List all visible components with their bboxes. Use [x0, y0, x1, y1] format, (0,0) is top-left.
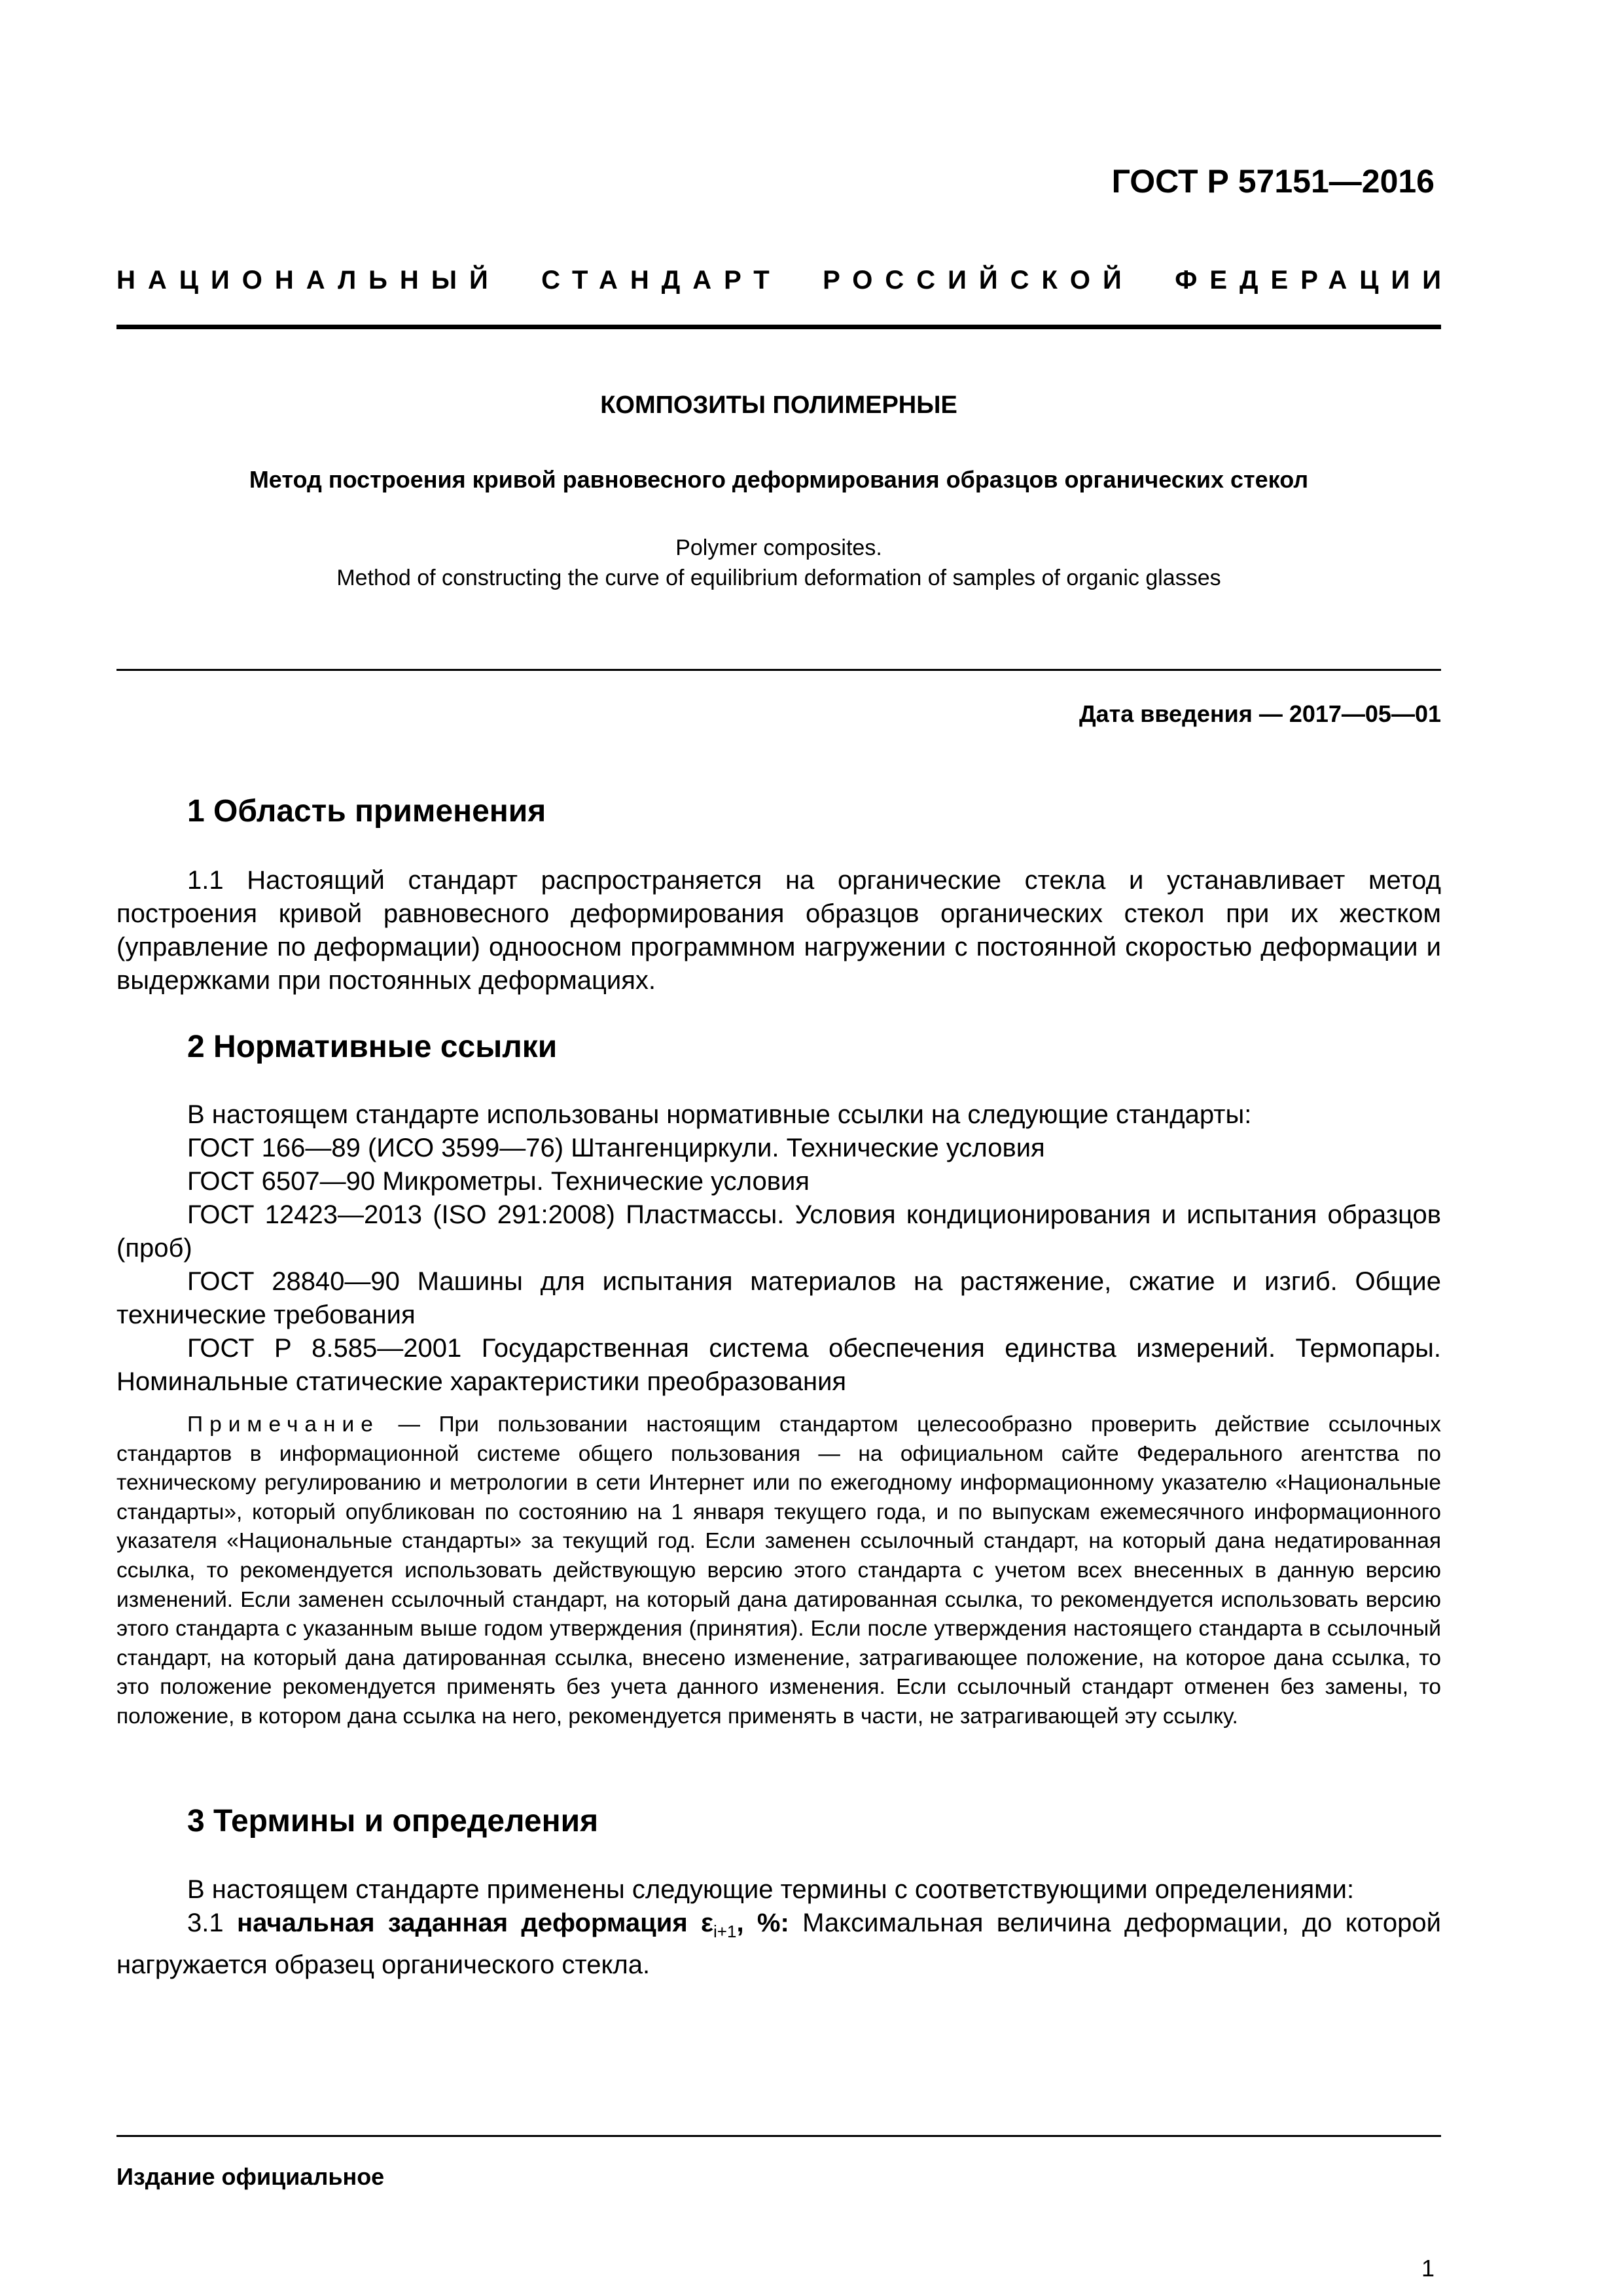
english-title	[116, 533, 1441, 593]
note-text: — При пользовании настоящим стандартом целесообразно проверить действие ссылочных стандартов в информационной системе общего пользования — на официальном сайте Федерального агентства по техническому регулированию и метрологии в сети Интернет или по ежегодному информационному указателю «Национальные стандарты», который опубликован по состоянию на 1 января текущего года, и по выпускам ежемесячного информационного указателя «Национальные стандарты» за текущий год. Если заменен ссылочный стандарт, на который дана недатированная ссылка, то рекомендуется использовать действующую версию этого стандарта с учетом всех внесенных в данную версию изменений. Если заменен ссылочный стандарт, на который дана датированная ссылка, то рекомендуется использовать версию этого стандарта с указанным выше годом утверждения (принятия). Если после утверждения настоящего стандарта в ссылочный стандарт, на который дана датированная ссылка, внесено изменение, затрагивающее положение, на которое дана ссылка, то это положение рекомендуется применять без учета данного изменения. Если ссылочный стандарт отменен без замены, то положение, в котором дана ссылка на него, рекомендуется применять в части, не затрагивающей эту ссылку.	[116, 1412, 1441, 1729]
section-2-heading: 2 Нормативные ссылки	[187, 1030, 558, 1064]
note-paragraph	[116, 1410, 1441, 1732]
national-title-word: СТАНДАРТ	[541, 266, 782, 295]
term-number: 3.1	[187, 1909, 237, 1937]
national-title-word: НАЦИОНАЛЬНЫЙ	[116, 266, 501, 295]
term-definition	[116, 1907, 1441, 1982]
reference-item	[116, 1332, 1441, 1399]
header-rule	[116, 325, 1441, 329]
reference-item	[116, 1265, 1441, 1332]
section-1-paragraph-text: 1.1 Настоящий стандарт распространяется на органические стекла и устанавливает метод построения кривой равновесного деформирования образцов органических стекол при их жестком (управление по деформации) одноосном программном нагружении с постоянной скоростью деформации и выдержками при постоянных деформациях.	[116, 866, 1441, 995]
national-standard-title	[116, 266, 1454, 295]
section-1-heading: 1 Область применения	[187, 794, 546, 829]
section-3-intro-text: В настоящем стандарте применены следующие термины с соответствующими определениями:	[187, 1875, 1355, 1904]
footer-rule	[116, 2135, 1441, 2137]
reference-text: ГОСТ 12423—2013 (ISO 291:2008) Пластмассы. Условия кондиционирования и испытания образцов (проб)	[116, 1200, 1441, 1263]
section-3-heading: 3 Термины и определения	[187, 1804, 599, 1839]
english-title-line-2: Method of constructing the curve of equilibrium deformation of samples of organic glasses	[336, 565, 1221, 590]
national-title-word: РОССИЙСКОЙ	[823, 266, 1134, 295]
document-subtitle: Метод построения кривой равновесного деформирования образцов органических стекол	[249, 466, 1309, 493]
document-code: ГОСТ Р 57151—2016	[1111, 163, 1435, 200]
reference-item	[116, 1132, 1441, 1165]
national-title-word: ФЕДЕРАЦИИ	[1175, 266, 1454, 295]
term-name: начальная заданная деформация ε	[236, 1909, 714, 1937]
reference-text: ГОСТ 6507—90 Микрометры. Технические условия	[187, 1167, 810, 1196]
section-2-intro	[116, 1098, 1441, 1132]
official-edition-label: Издание официальное	[116, 2163, 385, 2190]
english-title-line-1: Polymer composites.	[675, 535, 882, 560]
reference-item	[116, 1198, 1441, 1265]
term-subscript: i+1	[713, 1922, 737, 1941]
page-number: 1	[1421, 2255, 1435, 2282]
section-3-intro	[116, 1873, 1441, 1907]
term-unit: , %:	[736, 1909, 789, 1937]
term-definition-text: Максимальная величина деформации, до которой нагружается образец органического стекла.	[116, 1909, 1441, 1979]
reference-text: ГОСТ 166—89 (ИСО 3599—76) Штангенциркули. Технические условия	[187, 1134, 1045, 1162]
section-1-paragraph	[116, 864, 1441, 997]
title-rule	[116, 669, 1441, 671]
note-label: Примечание	[187, 1412, 380, 1437]
reference-text: ГОСТ Р 8.585—2001 Государственная система обеспечения единства измерений. Термопары. Номинальные статические характеристики преобразования	[116, 1334, 1441, 1396]
document-title: КОМПОЗИТЫ ПОЛИМЕРНЫЕ	[600, 391, 957, 419]
reference-item	[116, 1165, 1441, 1198]
section-2-intro-text: В настоящем стандарте использованы нормативные ссылки на следующие стандарты:	[187, 1100, 1252, 1129]
introduction-date: Дата введения — 2017—05—01	[1079, 700, 1441, 727]
reference-text: ГОСТ 28840—90 Машины для испытания материалов на растяжение, сжатие и изгиб. Общие технические требования	[116, 1267, 1441, 1329]
